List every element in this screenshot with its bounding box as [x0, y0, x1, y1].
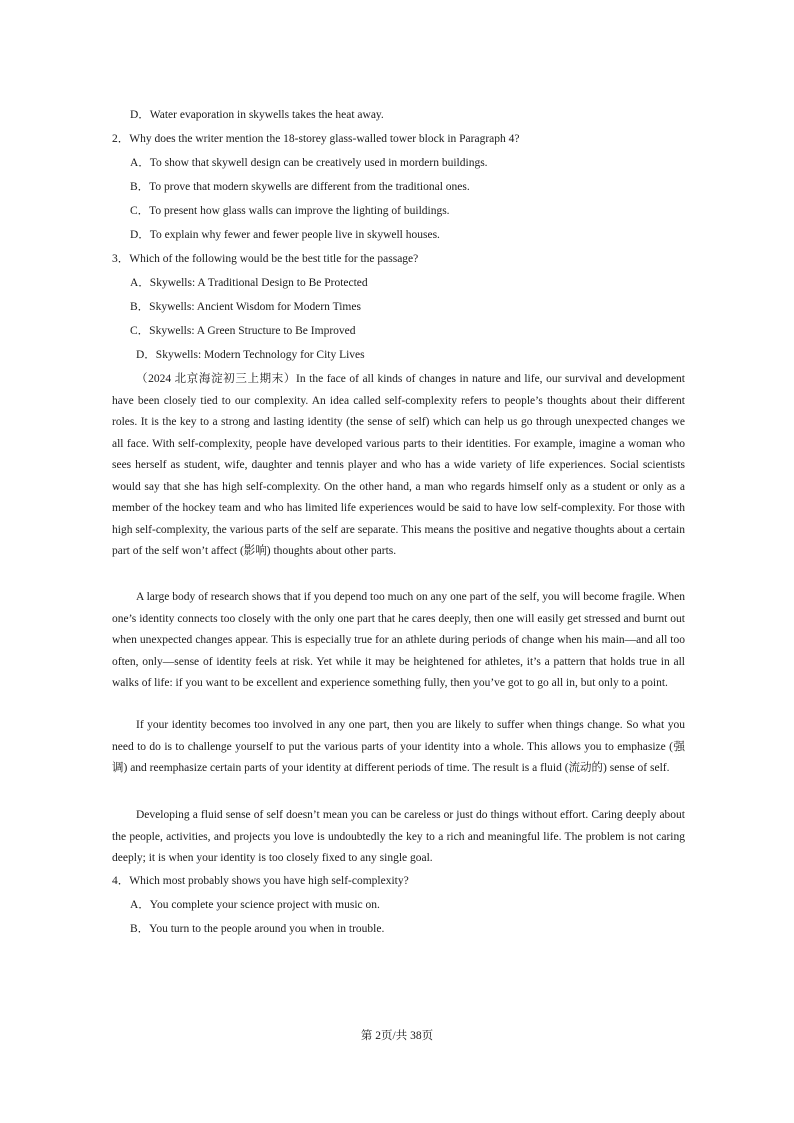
q3-option-b: B．Skywells: Ancient Wisdom for Modern Times — [130, 301, 361, 313]
q4-option-b: B．You turn to the people around you when in trouble. — [130, 923, 385, 935]
q3-option-c: C．Skywells: A Green Structure to Be Improved — [130, 325, 356, 337]
passage-paragraph-4: Developing a fluid sense of self doesn’t mean you can be careless or just do things without effort. Caring deeply about the people, activities, and projects you love is undoubtedly the key to a rich and meaningful life. The problem is not caring deeply; it is when your identity is too closely fixed to any single goal. — [112, 809, 685, 864]
q4-question: 4．Which most probably shows you have high self-complexity? — [112, 875, 409, 887]
passage-paragraph-3: If your identity becomes too involved in any one part, then you are likely to suffer when things change. So what you need to do is to challenge yourself to put the various parts of your identity into a whole. This allows you to emphasize (强调) and reemphasize certain parts of your identity at different periods of time. The result is a fluid (流动的) sense of self. — [112, 719, 685, 774]
q2-option-c: C．To present how glass walls can improve the lighting of buildings. — [130, 205, 450, 217]
q2-question: 2．Why does the writer mention the 18-storey glass-walled tower block in Paragraph 4? — [112, 133, 520, 145]
q3-option-d: D．Skywells: Modern Technology for City Lives — [136, 349, 365, 361]
q2-option-d: D．To explain why fewer and fewer people live in skywell houses. — [130, 229, 440, 241]
passage-paragraph-2: A large body of research shows that if you depend too much on any one part of the self, you will become fragile. When one’s identity connects too closely with the only one part that he cares deeply, then one will easily get stressed and burnt out when unexpected changes appear. This is especially true for an athlete during periods of change when his main—and all too often, only—sense of identity feels at risk. Yet while it may be heightened for athletes, it’s a pattern that holds true in all walks of life: if you want to be excellent and experience something fully, then you’ve got to go all in, but only to a point. — [112, 591, 685, 689]
q1-option-d: D．Water evaporation in skywells takes the heat away. — [130, 109, 384, 121]
q2-option-b: B．To prove that modern skywells are different from the traditional ones. — [130, 181, 470, 193]
q4-option-a: A．You complete your science project with music on. — [130, 899, 380, 911]
q2-option-a: A．To show that skywell design can be creatively used in mordern buildings. — [130, 157, 488, 169]
q3-option-a: A．Skywells: A Traditional Design to Be Protected — [130, 277, 368, 289]
passage-paragraph-1: （2024 北京海淀初三上期末）In the face of all kinds of changes in nature and life, our survival and development have been closely tied to our complexity. An idea called self-complexity refers to people’s thoughts about their different roles. It is the key to a strong and lasting identity (the sense of self) which can help us go through unexpected changes we all face. With self-complexity, people have developed various parts to their identities. For example, imagine a woman who sees herself as student, wife, daughter and tennis player and who has a wide variety of life experiences. Social scientists would say that she has high self-complexity. On the other hand, a man who regards himself only as a student or only as a member of the hockey team and who has limited life experiences would be said to have low self-complexity. For those with high self-complexity, the various parts of the self are separate. This means the positive and negative thoughts about a certain part of the self won’t affect (影响) thoughts about other parts. — [112, 373, 685, 557]
q3-question: 3．Which of the following would be the best title for the passage? — [112, 253, 419, 265]
page-number: 第 2页/共 38页 — [360, 1030, 434, 1042]
